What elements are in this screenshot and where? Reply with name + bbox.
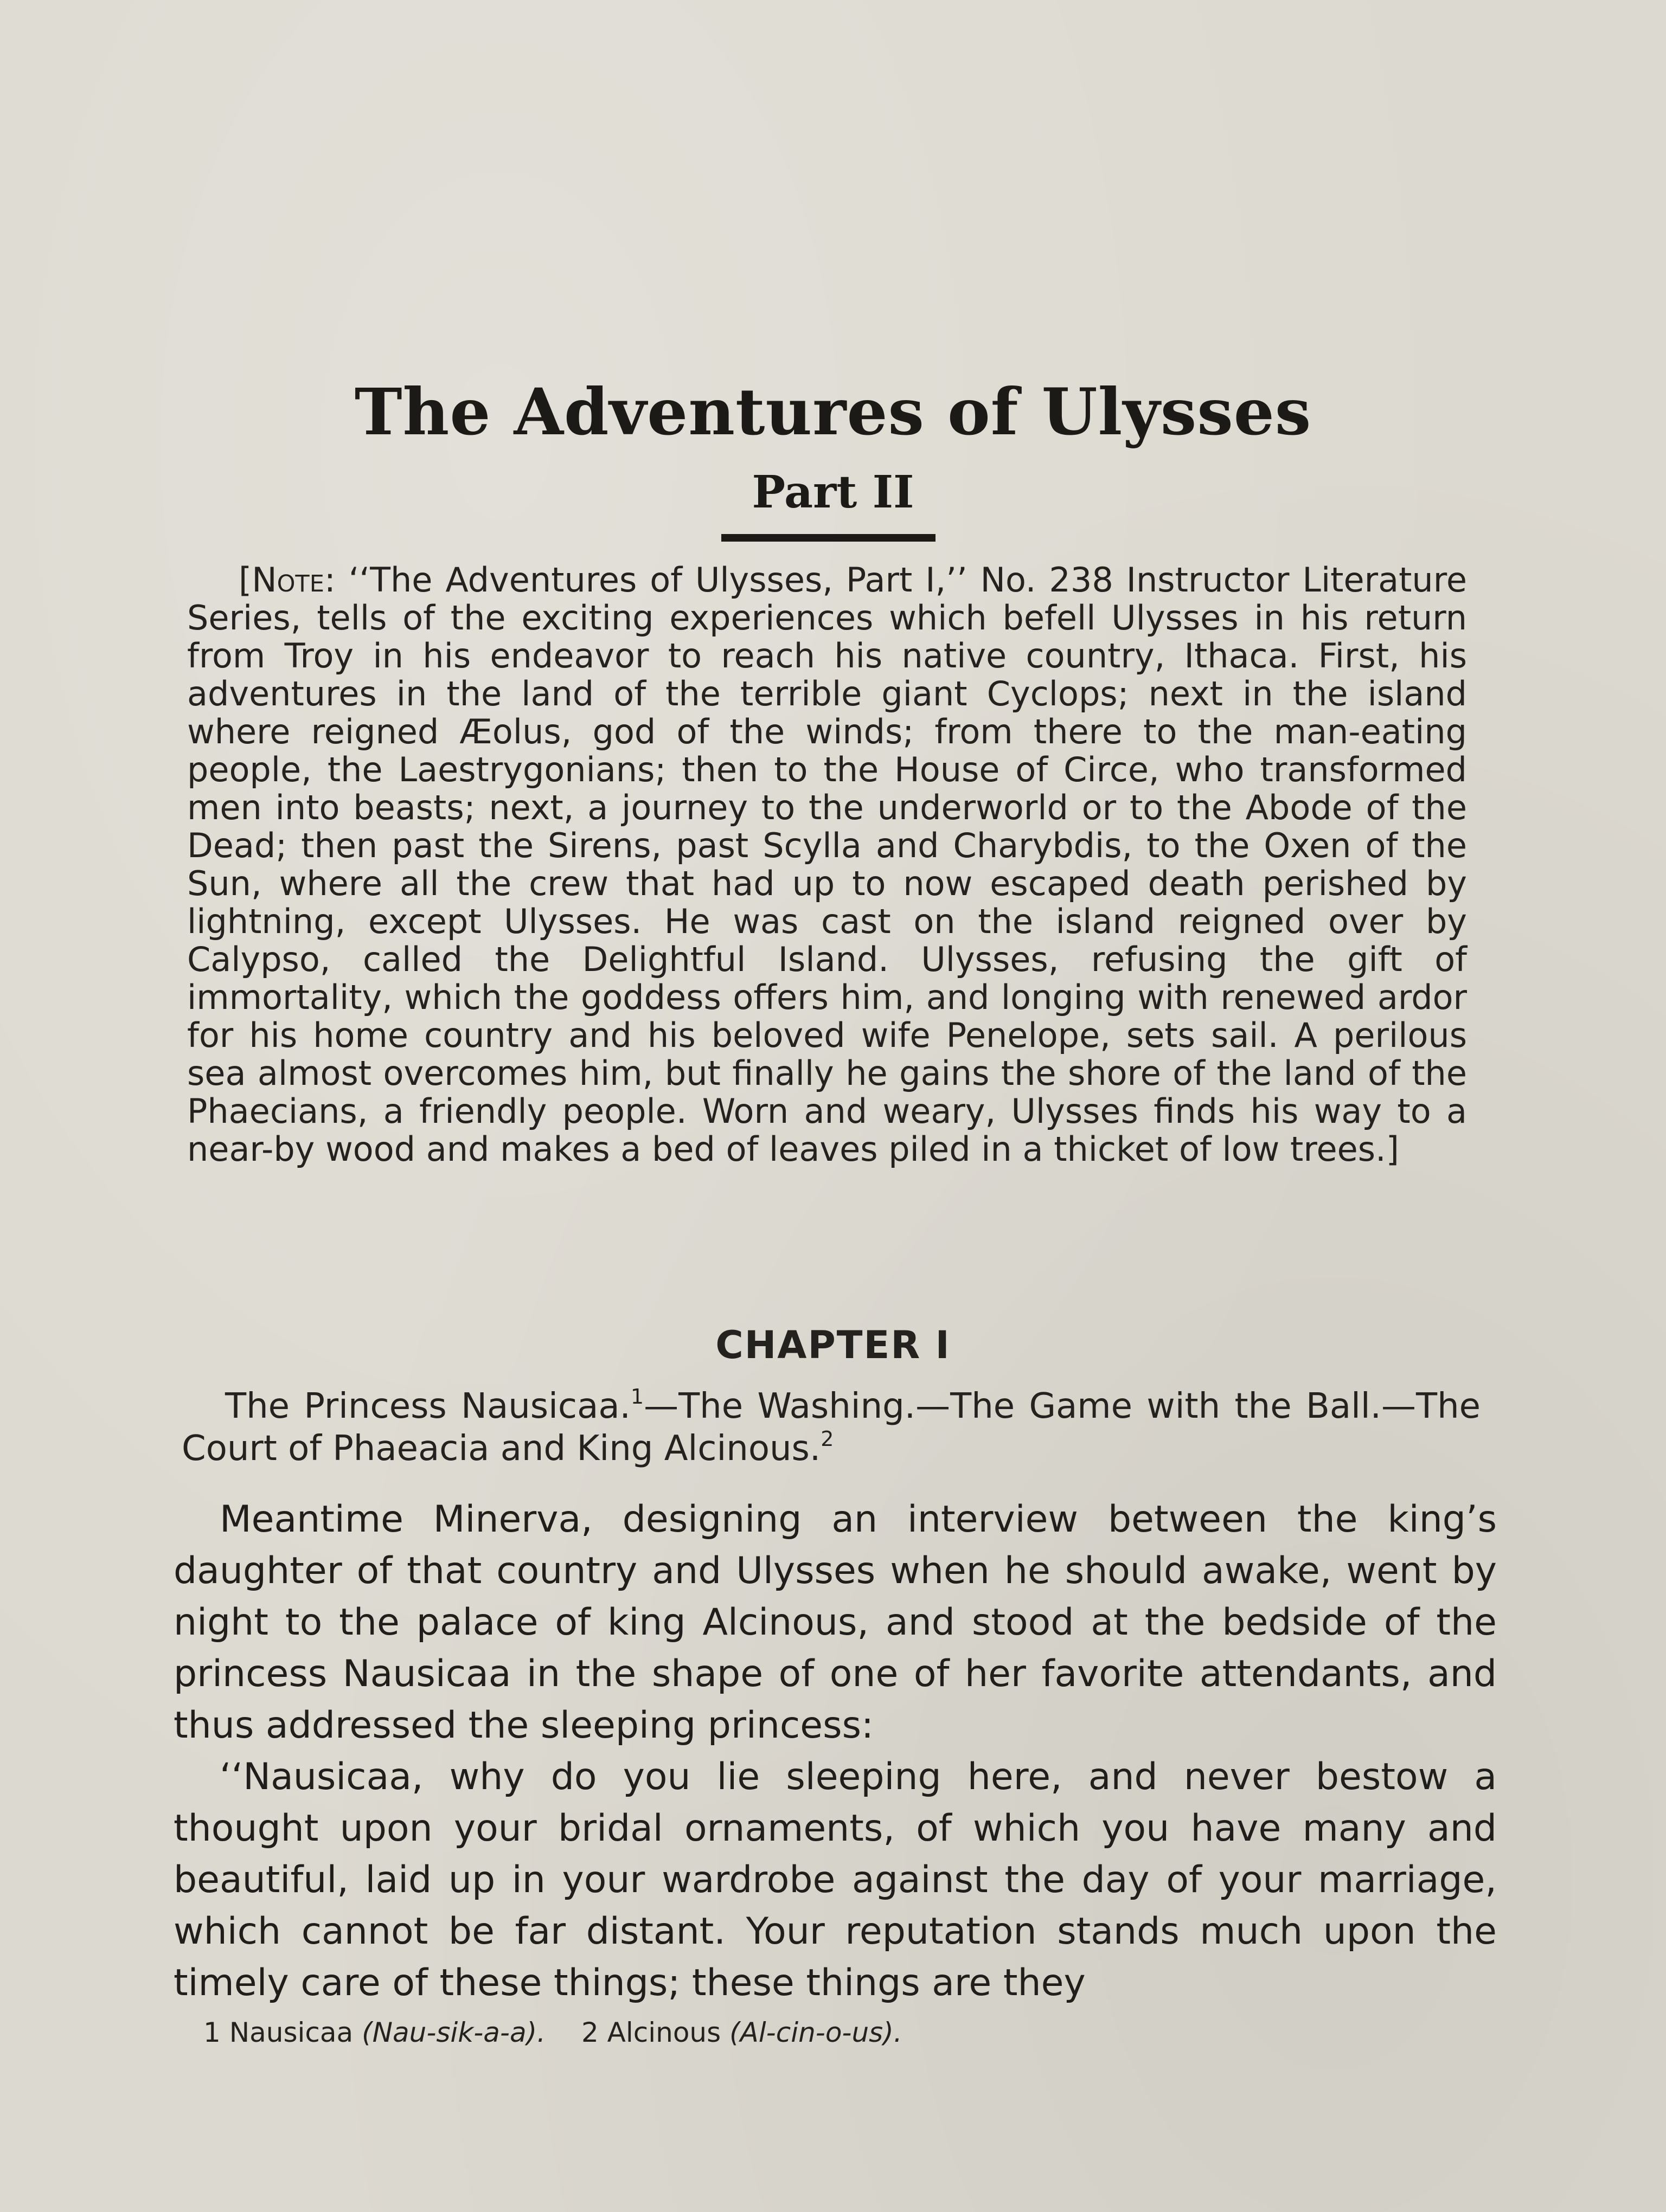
- title-rule: [721, 534, 935, 542]
- footnote-number: 2: [581, 2017, 599, 2048]
- note-open-bracket: [: [239, 560, 252, 600]
- footnote-name: Nausicaa: [229, 2017, 354, 2048]
- chapter-heading: CHAPTER I: [715, 1323, 951, 1367]
- footnote-ref-2: 2: [821, 1427, 834, 1451]
- body-paragraph-2: ‘‘Nausicaa, why do you lie sleeping here, and never bestow a thought upon your bridal ornaments, of which you have many and beautiful, laid up in your wardrobe against the day of your marriage, which cannot be far distant. Your reputation stands much upon the timely care of these things; these things are they: [174, 1756, 1497, 2004]
- page-title: The Adventures of Ulysses: [354, 374, 1312, 449]
- summary-part-2: —The Washing.—The Game with the Ball.—The Court of Phaeacia and King Alcinous.: [182, 1386, 1481, 1469]
- summary-part-1: The Princess Nausicaa.: [225, 1386, 631, 1426]
- footnote-pronunciation: (Al-cin-o-us).: [729, 2017, 902, 2048]
- note-label: Note: [252, 560, 324, 600]
- footnote-1: [203, 2017, 546, 2048]
- footnotes: [203, 2017, 1451, 2048]
- editor-note: [187, 561, 1467, 1168]
- footnote-number: 1: [203, 2017, 221, 2048]
- page-subtitle: Part II: [752, 466, 914, 518]
- footnote-name: Alcinous: [607, 2017, 721, 2048]
- footnote-ref-1: 1: [630, 1385, 644, 1409]
- footnote-pronunciation: (Nau-sik-a-a).: [362, 2017, 546, 2048]
- body-paragraph-1: Meantime Minerva, designing an interview between the king’s daughter of that country and Ulysses when he should awake, went by night to the palace of king Alcinous, and stood at the bedside of the princess Nausicaa in the shape of one of her favorite attendants, and thus addressed the sleeping princess:: [174, 1498, 1497, 1747]
- footnote-2: [581, 2017, 902, 2048]
- chapter-summary: [182, 1385, 1481, 1470]
- note-text: : ‘‘The Adventures of Ulysses, Part I,’’ No. 238 Instructor Literature Series, tells of the exciting experiences which befell Ulysses in his return from Troy in his endeavor to reach his native country, Ithaca. First, his adventures in the land of the terrible giant Cyclops; next in the island where reigned Æolus, god of the winds; from there to the man-eating people, the Laestrygonians; then to the House of Circe, who transformed men into beasts; next, a journey to the underworld or to the Abode of the Dead; then past the Sirens, past Scylla and Charybdis, to the Oxen of the Sun, where all the crew that had up to now escaped death perished by lightning, except Ulysses. He was cast on the island reigned over by Calypso, called the Delightful Island. Ulysses, refusing the gift of immortality, which the goddess offers him, and longing with renewed ardor for his home country and his beloved wife Penelope, sets sail. A perilous sea almost overcomes him, but finally he gains the shore of the land of the Phaecians, a friendly people. Worn and weary, Ulysses finds his way to a near-by wood and makes a bed of leaves piled in a thicket of low trees.]: [187, 560, 1467, 1169]
- chapter-body: [174, 1494, 1497, 2009]
